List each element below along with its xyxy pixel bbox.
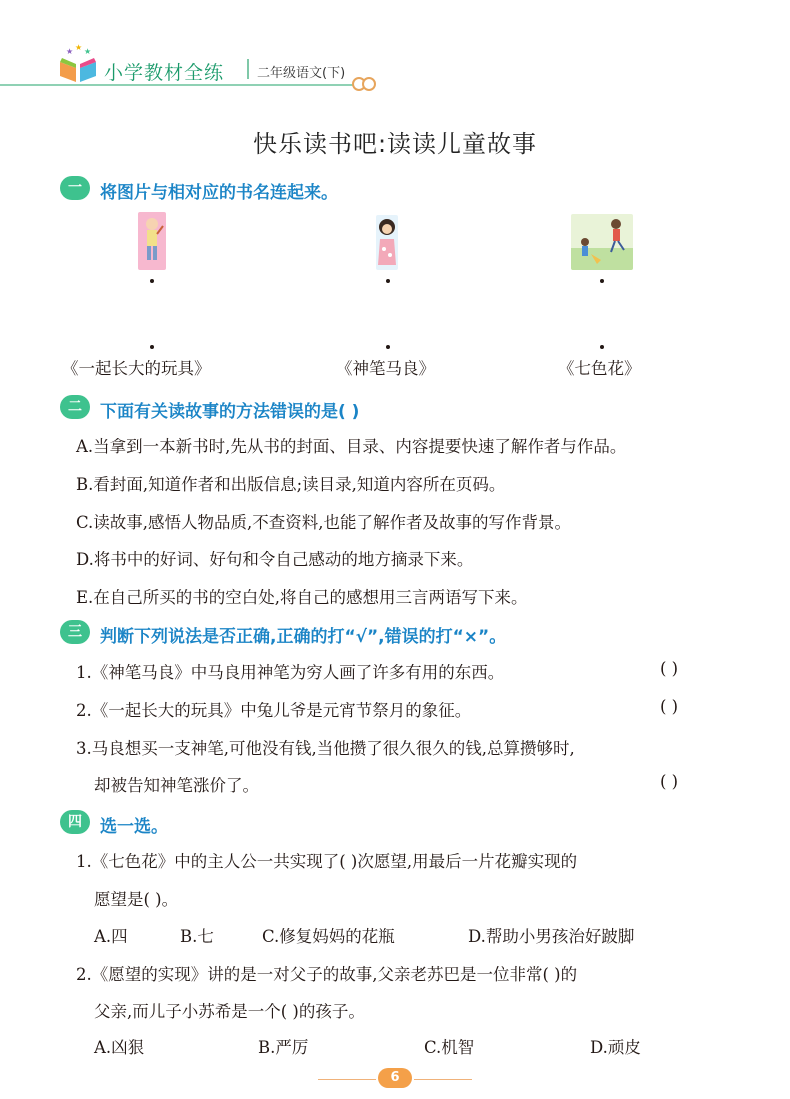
- ring-icon: [362, 77, 376, 91]
- match-dot[interactable]: [386, 279, 390, 283]
- option-d: D.将书中的好词、好句和令自己感动的地方摘录下来。: [76, 550, 474, 569]
- section-number-badge: 四: [60, 810, 90, 834]
- q2-option-c: C.机智: [424, 1038, 475, 1057]
- page-number: 6: [378, 1068, 412, 1088]
- children-playing-picture: [571, 214, 633, 270]
- section-title: 判断下列说法是否正确,正确的打“√”,错误的打“×”。: [100, 627, 507, 647]
- book-title-2: 《神笔马良》: [336, 359, 435, 378]
- judgement-item-1: 1.《神笔马良》中马良用神笔为穷人画了许多有用的东西。: [76, 663, 505, 682]
- svg-text:★: ★: [66, 47, 74, 56]
- option-e: E.在自己所买的书的空白处,将自己的感想用三言两语写下来。: [76, 588, 528, 607]
- answer-blank[interactable]: ( ): [660, 659, 679, 678]
- header-divider: [247, 59, 249, 79]
- question-2: 2.《愿望的实现》讲的是一对父子的故事,父亲老苏巴是一位非常( )的: [76, 965, 578, 984]
- girl-picture: [376, 215, 398, 270]
- q1-option-c: C.修复妈妈的花瓶: [262, 927, 395, 946]
- q2-option-a: A.凶狠: [94, 1038, 145, 1057]
- book-title-3: 《七色花》: [558, 359, 641, 378]
- series-title: 小学教材全练: [104, 62, 225, 84]
- q2-option-d: D.顽皮: [590, 1038, 641, 1057]
- header-rule: [0, 84, 370, 86]
- judgement-item-3: 3.马良想买一支神笔,可他没有钱,当他攒了很久很久的钱,总算攒够时,: [76, 739, 575, 758]
- section-number-badge: 二: [60, 395, 90, 419]
- option-a: A.当拿到一本新书时,先从书的封面、目录、内容提要快速了解作者与作品。: [76, 437, 627, 456]
- judgement-item-2: 2.《一起长大的玩具》中兔儿爷是元宵节祭月的象征。: [76, 701, 472, 720]
- question-2-cont: 父亲,而儿子小苏希是一个( )的孩子。: [94, 1002, 365, 1021]
- q1-option-b: B.七: [180, 927, 214, 946]
- option-b: B.看封面,知道作者和出版信息;读目录,知道内容所在页码。: [76, 475, 506, 494]
- section-number-badge: 一: [60, 176, 90, 200]
- book-title-1: 《一起长大的玩具》: [62, 359, 211, 378]
- match-dot[interactable]: [386, 345, 390, 349]
- judgement-item-3-cont: 却被告知神笔涨价了。: [94, 776, 259, 795]
- q1-option-a: A.四: [94, 927, 128, 946]
- match-dot[interactable]: [150, 279, 154, 283]
- book-logo-icon: [56, 44, 100, 84]
- question-1: 1.《七色花》中的主人公一共实现了( )次愿望,用最后一片花瓣实现的: [76, 852, 578, 871]
- match-dot[interactable]: [150, 345, 154, 349]
- option-c: C.读故事,感悟人物品质,不查资料,也能了解作者及故事的写作背景。: [76, 513, 572, 532]
- q2-option-b: B.严厉: [258, 1038, 309, 1057]
- boy-with-toy-picture: [138, 212, 166, 270]
- page-title: 快乐读书吧:读读儿童故事: [252, 130, 538, 158]
- answer-blank[interactable]: ( ): [660, 697, 679, 716]
- match-dot[interactable]: [600, 279, 604, 283]
- section-title: 选一选。: [100, 817, 168, 837]
- answer-blank[interactable]: ( ): [660, 772, 679, 791]
- section-number-badge: 三: [60, 620, 90, 644]
- svg-text:★: ★: [75, 44, 83, 52]
- section-title: 下面有关读故事的方法错误的是( ): [100, 402, 360, 422]
- match-dot[interactable]: [600, 345, 604, 349]
- q1-option-d: D.帮助小男孩治好跛脚: [468, 927, 635, 946]
- question-1-cont: 愿望是( )。: [94, 890, 179, 909]
- footer-rule-right: [414, 1079, 472, 1080]
- section-title: 将图片与相对应的书名连起来。: [100, 183, 338, 203]
- grade-subject: 二年级语文(下): [257, 66, 346, 81]
- svg-text:★: ★: [84, 47, 92, 56]
- footer-rule-left: [318, 1079, 376, 1080]
